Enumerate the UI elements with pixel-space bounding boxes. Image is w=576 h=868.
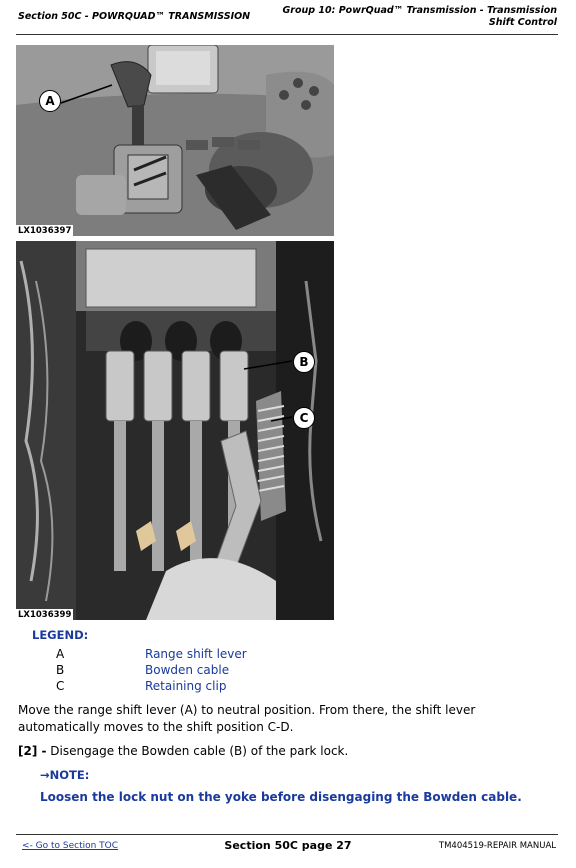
page-number: Section 50C page 27 <box>224 839 352 852</box>
footer-divider <box>16 834 558 835</box>
legend-key: A <box>56 647 65 661</box>
instruction-paragraph: Move the range shift lever (A) to neutral position. From there, the shift lever automatically moves to the shift position C-D. <box>18 703 476 734</box>
manual-id: TM404519-REPAIR MANUAL <box>438 841 556 851</box>
section-toc-link[interactable]: <- Go to Section TOC <box>22 841 119 851</box>
step-text: Disengage the Bowden cable (B) of the park lock. <box>46 744 349 758</box>
header-group-line1: Group 10: PowrQuad™ Transmission - Transmission <box>282 5 557 16</box>
step-number: [2] - <box>18 744 47 758</box>
legend-title: LEGEND: <box>32 628 89 642</box>
legend-value: Retaining clip <box>145 679 227 693</box>
legend-value: Bowden cable <box>145 663 230 677</box>
header-section-title: Section 50C - POWRQUAD™ TRANSMISSION <box>18 11 251 22</box>
console-photo-illustration <box>16 45 334 236</box>
header-group-title <box>257 5 557 29</box>
header-divider <box>16 34 558 35</box>
figure-shift-console <box>16 45 334 236</box>
callout-c: C <box>293 407 315 429</box>
note-text: Loosen the lock nut on the yoke before disengaging the Bowden cable. <box>40 790 522 804</box>
bowden-cable-photo-illustration <box>16 241 334 620</box>
figure-caption: LX1036397 <box>18 226 72 236</box>
figure-bowden-cable <box>16 241 334 620</box>
step-instruction <box>18 744 348 758</box>
callout-b: B <box>293 351 315 373</box>
note-label: →NOTE: <box>40 768 90 782</box>
legend-value: Range shift lever <box>145 647 247 661</box>
figure-caption: LX1036399 <box>18 610 72 620</box>
legend-key: B <box>56 663 65 677</box>
header-group-line2: Shift Control <box>488 17 557 28</box>
legend-key: C <box>56 679 65 693</box>
callout-a: A <box>39 90 61 112</box>
